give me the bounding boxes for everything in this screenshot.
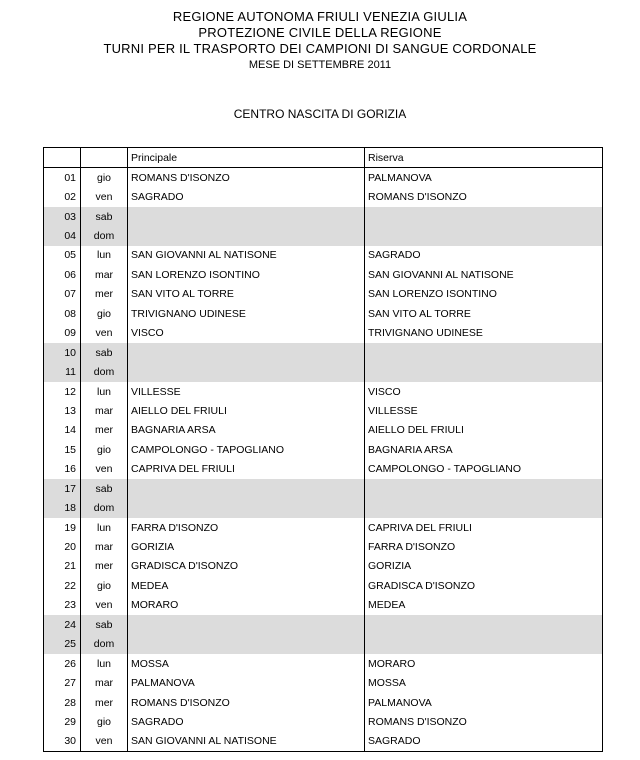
day-cell: 01 [44, 168, 81, 188]
riserva-cell: PALMANOVA [365, 168, 603, 188]
riserva-cell: PALMANOVA [365, 693, 603, 712]
day-cell: 17 [44, 479, 81, 498]
day-cell: 14 [44, 421, 81, 440]
riserva-cell: CAPRIVA DEL FRIULI [365, 518, 603, 537]
weekday-cell: mar [81, 401, 128, 420]
principale-cell [128, 362, 365, 381]
weekday-cell: dom [81, 362, 128, 381]
day-cell: 15 [44, 440, 81, 459]
table-row [44, 615, 603, 634]
day-cell: 22 [44, 576, 81, 595]
weekday-cell: ven [81, 324, 128, 343]
principale-cell: MORARO [128, 596, 365, 615]
column-header-riserva: Riserva [365, 148, 603, 168]
department-title: PROTEZIONE CIVILE DELLA REGIONE [198, 25, 442, 40]
weekday-cell: ven [81, 596, 128, 615]
weekday-cell: mar [81, 265, 128, 284]
weekday-cell: lun [81, 382, 128, 401]
column-header-principale: Principale [128, 148, 365, 168]
principale-cell: BAGNARIA ARSA [128, 421, 365, 440]
table-row [44, 635, 603, 654]
weekday-cell: gio [81, 440, 128, 459]
weekday-cell: mer [81, 285, 128, 304]
weekday-cell: lun [81, 654, 128, 673]
principale-cell: GORIZIA [128, 537, 365, 556]
table-row [44, 187, 603, 206]
day-cell: 28 [44, 693, 81, 712]
riserva-cell [365, 362, 603, 381]
riserva-cell: MORARO [365, 654, 603, 673]
principale-cell: ROMANS D'ISONZO [128, 168, 365, 188]
principale-cell: SAN GIOVANNI AL NATISONE [128, 246, 365, 265]
table-row [44, 343, 603, 362]
table-row [44, 421, 603, 440]
weekday-cell: lun [81, 518, 128, 537]
day-cell: 13 [44, 401, 81, 420]
weekday-cell: gio [81, 576, 128, 595]
riserva-cell: BAGNARIA ARSA [365, 440, 603, 459]
riserva-cell [365, 615, 603, 634]
principale-cell: MEDEA [128, 576, 365, 595]
weekday-cell: lun [81, 246, 128, 265]
principale-cell: FARRA D'ISONZO [128, 518, 365, 537]
day-cell: 12 [44, 382, 81, 401]
weekday-cell: mer [81, 693, 128, 712]
column-header-weekday [81, 148, 128, 168]
table-row [44, 732, 603, 752]
weekday-cell: gio [81, 168, 128, 188]
weekday-cell: ven [81, 187, 128, 206]
day-cell: 03 [44, 207, 81, 226]
principale-cell [128, 615, 365, 634]
weekday-cell: mar [81, 673, 128, 692]
column-header-day [44, 148, 81, 168]
table-row [44, 265, 603, 284]
weekday-cell: gio [81, 304, 128, 323]
weekday-cell: sab [81, 343, 128, 362]
table-row [44, 693, 603, 712]
day-cell: 20 [44, 537, 81, 556]
principale-cell [128, 635, 365, 654]
table-row [44, 440, 603, 459]
principale-cell: SAGRADO [128, 712, 365, 731]
riserva-cell: AIELLO DEL FRIULI [365, 421, 603, 440]
month-subtitle: MESE DI SETTEMBRE 2011 [248, 59, 392, 71]
principale-cell [128, 343, 365, 362]
riserva-cell [365, 226, 603, 245]
riserva-cell: SAN LORENZO ISONTINO [365, 285, 603, 304]
table-row [44, 362, 603, 381]
table-row [44, 596, 603, 615]
principale-cell: VILLESSE [128, 382, 365, 401]
day-cell: 09 [44, 324, 81, 343]
table-row [44, 518, 603, 537]
principale-cell: CAMPOLONGO - TAPOGLIANO [128, 440, 365, 459]
day-cell: 04 [44, 226, 81, 245]
principale-cell: PALMANOVA [128, 673, 365, 692]
principale-cell: GRADISCA D'ISONZO [128, 557, 365, 576]
weekday-cell: ven [81, 460, 128, 479]
day-cell: 02 [44, 187, 81, 206]
riserva-cell: GRADISCA D'ISONZO [365, 576, 603, 595]
day-cell: 16 [44, 460, 81, 479]
table-row [44, 498, 603, 517]
riserva-cell: CAMPOLONGO - TAPOGLIANO [365, 460, 603, 479]
table-row [44, 673, 603, 692]
weekday-cell: sab [81, 615, 128, 634]
table-row [44, 304, 603, 323]
principale-cell: MOSSA [128, 654, 365, 673]
day-cell: 19 [44, 518, 81, 537]
table-row [44, 324, 603, 343]
principale-cell: VISCO [128, 324, 365, 343]
riserva-cell: ROMANS D'ISONZO [365, 187, 603, 206]
riserva-cell: SAN GIOVANNI AL NATISONE [365, 265, 603, 284]
region-title: REGIONE AUTONOMA FRIULI VENEZIA GIULIA [172, 9, 468, 24]
table-row [44, 460, 603, 479]
table-row [44, 537, 603, 556]
day-cell: 07 [44, 285, 81, 304]
weekday-cell: mar [81, 537, 128, 556]
table-row [44, 226, 603, 245]
weekday-cell: mer [81, 421, 128, 440]
principale-cell [128, 207, 365, 226]
riserva-cell: VILLESSE [365, 401, 603, 420]
day-cell: 06 [44, 265, 81, 284]
riserva-cell: VISCO [365, 382, 603, 401]
table-row [44, 654, 603, 673]
day-cell: 11 [44, 362, 81, 381]
day-cell: 10 [44, 343, 81, 362]
principale-cell: SAGRADO [128, 187, 365, 206]
table-row [44, 168, 603, 188]
day-cell: 30 [44, 732, 81, 752]
riserva-cell: MEDEA [365, 596, 603, 615]
day-cell: 21 [44, 557, 81, 576]
riserva-cell: MOSSA [365, 673, 603, 692]
day-cell: 18 [44, 498, 81, 517]
day-cell: 05 [44, 246, 81, 265]
table-row [44, 479, 603, 498]
principale-cell: ROMANS D'ISONZO [128, 693, 365, 712]
table-row [44, 246, 603, 265]
riserva-cell: GORIZIA [365, 557, 603, 576]
day-cell: 29 [44, 712, 81, 731]
table-row [44, 712, 603, 731]
principale-cell: SAN LORENZO ISONTINO [128, 265, 365, 284]
weekday-cell: sab [81, 479, 128, 498]
day-cell: 23 [44, 596, 81, 615]
day-cell: 26 [44, 654, 81, 673]
riserva-cell [365, 343, 603, 362]
weekday-cell: dom [81, 635, 128, 654]
weekday-cell: dom [81, 498, 128, 517]
principale-cell: TRIVIGNANO UDINESE [128, 304, 365, 323]
principale-cell [128, 479, 365, 498]
riserva-cell: ROMANS D'ISONZO [365, 712, 603, 731]
table-row [44, 285, 603, 304]
riserva-cell [365, 498, 603, 517]
weekday-cell: dom [81, 226, 128, 245]
riserva-cell: TRIVIGNANO UDINESE [365, 324, 603, 343]
principale-cell: CAPRIVA DEL FRIULI [128, 460, 365, 479]
table-header-row [44, 148, 603, 168]
principale-cell [128, 498, 365, 517]
weekday-cell: mer [81, 557, 128, 576]
principale-cell: AIELLO DEL FRIULI [128, 401, 365, 420]
riserva-cell [365, 479, 603, 498]
riserva-cell: SAGRADO [365, 246, 603, 265]
day-cell: 08 [44, 304, 81, 323]
principale-cell: SAN VITO AL TORRE [128, 285, 365, 304]
day-cell: 24 [44, 615, 81, 634]
table-row [44, 207, 603, 226]
riserva-cell: SAN VITO AL TORRE [365, 304, 603, 323]
riserva-cell: SAGRADO [365, 732, 603, 752]
table-row [44, 382, 603, 401]
day-cell: 27 [44, 673, 81, 692]
shift-table [43, 147, 603, 752]
table-row [44, 576, 603, 595]
centro-title: CENTRO NASCITA DI GORIZIA [233, 107, 407, 121]
document-title: TURNI PER IL TRASPORTO DEI CAMPIONI DI SANGUE CORDONALE [103, 41, 537, 56]
weekday-cell: gio [81, 712, 128, 731]
day-cell: 25 [44, 635, 81, 654]
weekday-cell: sab [81, 207, 128, 226]
riserva-cell [365, 207, 603, 226]
table-row [44, 401, 603, 420]
riserva-cell [365, 635, 603, 654]
principale-cell: SAN GIOVANNI AL NATISONE [128, 732, 365, 752]
principale-cell [128, 226, 365, 245]
table-row [44, 557, 603, 576]
weekday-cell: ven [81, 732, 128, 752]
riserva-cell: FARRA D'ISONZO [365, 537, 603, 556]
